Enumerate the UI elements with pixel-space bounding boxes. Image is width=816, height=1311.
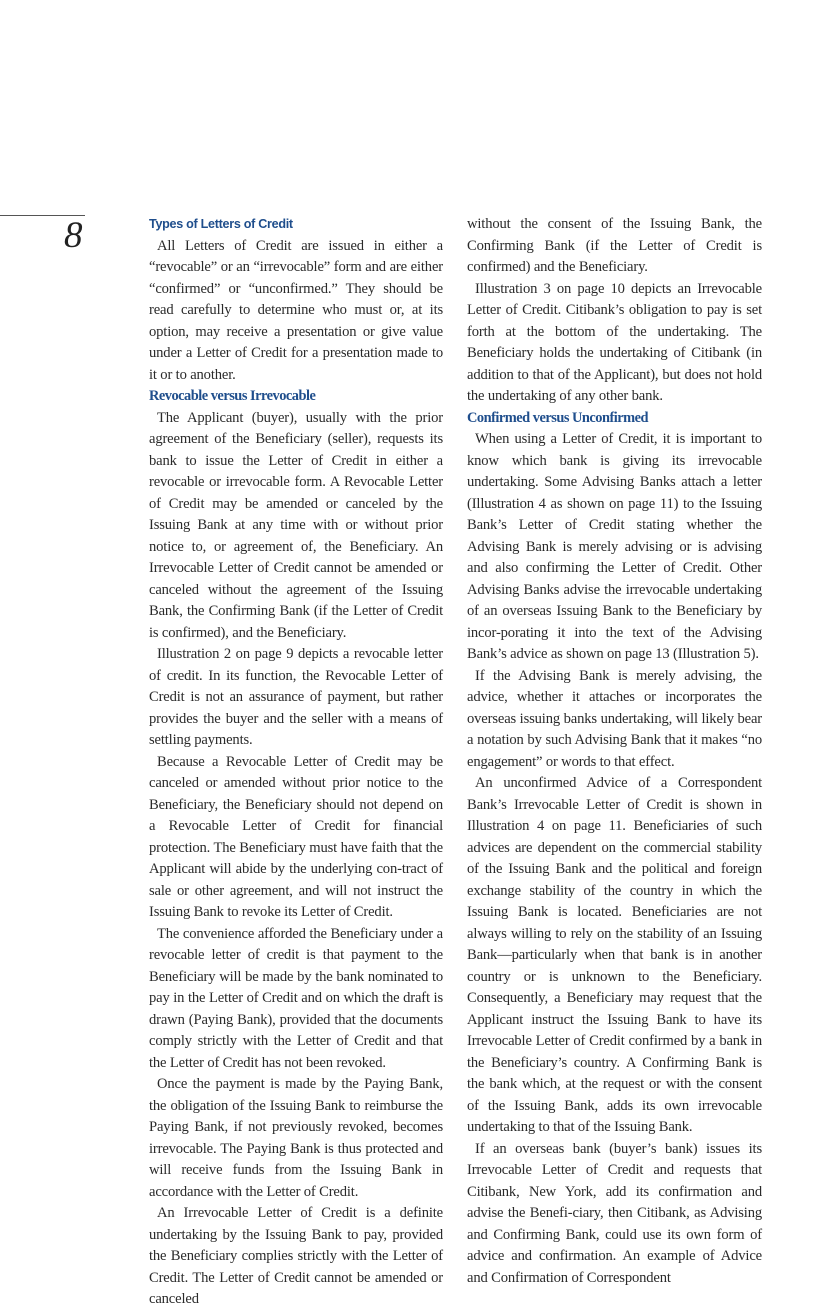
paragraph-continued: without the consent of the Issuing Bank, the Confirming Bank (if the Letter of Credit is confirmed) and the Beneficiary. xyxy=(467,216,762,275)
paragraph: The Applicant (buyer), usually with the prior agreement of the Beneficiary (seller), requests its bank to issue the Letter of Credit in either a revocable or irrevocable form. A Revocable Letter of Credit may be amended or canceled by the Issuing Bank at any time with or without prior notice to, or agreement of, the Beneficiary. An Irrevocable Letter of Credit cannot be amended or canceled without the agreement of the Issuing Bank, the Confirming Bank (if the Letter of Credit is confirmed), and the Beneficiary. xyxy=(149,409,443,641)
page-number: 8 xyxy=(64,215,83,256)
paragraph: An Irrevocable Letter of Credit is a definite undertaking by the Issuing Bank to pay, provided the Beneficiary complies strictly with the Letter of Credit. The Letter of Credit cannot be amended or canceled xyxy=(149,1205,443,1307)
paragraph: All Letters of Credit are issued in either a “revocable” or an “irrevocable” form and are either “confirmed” or “unconfirmed.” They should be read carefully to determine who must or, at its option, may receive a presentation or give value under a Letter of Credit for a presentation made to it or to another. xyxy=(149,237,443,383)
paragraph: When using a Letter of Credit, it is important to know which bank is giving its irrevocable undertaking. Some Advising Banks attach a letter (Illustration 4 as shown on page 11) to the Issuing Bank’s Letter of Credit stating whether the Advising Bank is merely advising or is advising and also confirming the Letter of Credit. Other Advising Banks advise the irrevocable undertaking of an overseas Issuing Bank to the Beneficiary by incor-porating it into the text of the Advising Bank’s advice as shown on page 13 (Illustration 5). xyxy=(467,431,762,662)
paragraph: If an overseas bank (buyer’s bank) issues its Irrevocable Letter of Credit and requests that Citibank, New York, add its confirmation and advise the Benefi-ciary, then Citibank, as Advising and Confirming Bank, could use its own form of advice and confirmation. An example of Advice and Confirmation of Correspondent xyxy=(467,1140,762,1286)
section-heading-types: Types of Letters of Credit xyxy=(149,217,293,231)
paragraph: If the Advising Bank is merely advising, the advice, whether it attaches or incorporates the overseas issuing banks undertaking, will likely bear a notation by such Advising Bank that it makes “no engagement” or words to that effect. xyxy=(467,667,762,770)
right-column xyxy=(467,214,762,1289)
section-heading-confirmed: Confirmed versus Unconfirmed xyxy=(467,409,649,426)
section-heading-revocable: Revocable versus Irrevocable xyxy=(149,388,316,404)
paragraph: Because a Revocable Letter of Credit may be canceled or amended without prior notice to the Beneficiary, the Beneficiary should not depend on a Revocable Letter of Credit for financial protection. The Beneficiary must have faith that the Applicant will abide by the underlying con-tract of sale or other agreement, and will not instruct the Issuing Bank to revoke its Letter of Credit. xyxy=(149,753,443,920)
paragraph: Illustration 3 on page 10 depicts an Irrevocable Letter of Credit. Citibank’s obligation to pay is set forth at the bottom of the undertaking. The Beneficiary holds the undertaking of Citibank (in addition to that of the Applicant), but does not hold the undertaking of any other bank. xyxy=(467,280,762,404)
paragraph: Illustration 2 on page 9 depicts a revocable letter of credit. In its function, the Revocable Letter of Credit is not an assurance of payment, but rather provides the buyer and the seller with a means of settling payments. xyxy=(149,646,443,748)
paragraph: The convenience afforded the Beneficiary under a revocable letter of credit is that payment to the Beneficiary will be made by the bank nominated to pay in the Letter of Credit and on which the draft is drawn (Paying Bank), provided that the documents comply strictly with the Letter of Credit and that the Letter of Credit has not been revoked. xyxy=(149,925,443,1071)
paragraph: An unconfirmed Advice of a Correspondent Bank’s Irrevocable Letter of Credit is shown in Illustration 4 on page 11. Beneficiaries of such advices are dependent on the commercial stability of the Issuing Bank and the political and foreign exchange stability of the country in which the Issuing Bank is located. Beneficiaries are not always willing to rely on the stability of an Issuing Bank—particularly when that bank is in another country or is unknown to the Beneficiary. Consequently, a Beneficiary may request that the Applicant instruct the Issuing Bank to have its Irrevocable Letter of Credit confirmed by a bank in the Beneficiary’s country. A Confirming Bank is the bank which, at the request or with the consent of the Issuing Bank, adds its own irrevocable undertaking to that of the Issuing Bank. xyxy=(467,775,762,1135)
paragraph: Once the payment is made by the Paying Bank, the obligation of the Issuing Bank to reimburse the Paying Bank, if not previously revoked, becomes irrevocable. The Paying Bank is thus protected and will receive funds from the Issuing Bank in accordance with the Letter of Credit. xyxy=(149,1076,443,1200)
left-column xyxy=(149,214,443,1311)
